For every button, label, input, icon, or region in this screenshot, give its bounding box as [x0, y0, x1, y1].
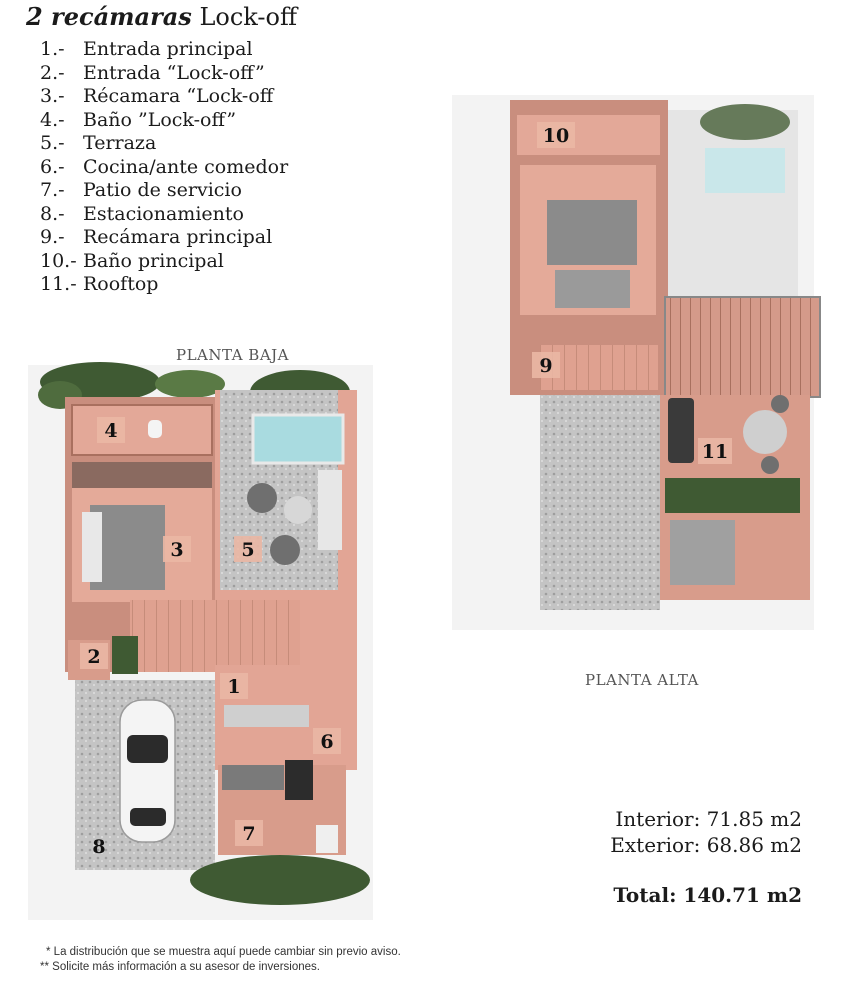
ground-floor-plan — [28, 362, 373, 920]
legend-item: 9.- Recámara principal — [40, 226, 273, 248]
footnote: ** Solicite más información a su asesor de inversiones. — [40, 961, 320, 973]
footnotes — [40, 945, 401, 975]
room-number: 10 — [542, 125, 570, 147]
room-number: 2 — [87, 646, 101, 668]
legend-item: 11.- Rooftop — [40, 273, 159, 295]
upper-floor-plan — [452, 95, 820, 630]
legend-item: 8.- Estacionamiento — [40, 202, 244, 225]
legend-item: 10.- Baño principal — [40, 249, 224, 272]
room-number: 5 — [241, 539, 255, 561]
interior-area: Interior: 71.85 m2 — [615, 807, 802, 831]
title-bold: 2 recámaras — [26, 2, 192, 31]
legend-item: 1.- Entrada principal — [40, 38, 253, 60]
room-number: 9 — [539, 355, 553, 377]
room-number: 11 — [701, 441, 729, 463]
total-area: Total: 140.71 m2 — [613, 883, 802, 907]
room-number: 8 — [92, 836, 106, 858]
area-summary — [610, 806, 802, 908]
room-number: 4 — [104, 420, 118, 442]
legend-item: 5.- Terraza — [40, 132, 157, 154]
ground-floor-caption: PLANTA BAJA — [176, 346, 289, 364]
car-icon — [120, 700, 175, 842]
legend-item: 3.- Récamara “Lock-off — [40, 85, 274, 107]
legend-item: 4.- Baño ”Lock-off” — [40, 108, 237, 131]
room-number: 7 — [242, 823, 256, 845]
footnote: * La distribución que se muestra aquí puede cambiar sin previo aviso. — [46, 946, 401, 958]
title-rest: Lock-off — [199, 3, 297, 31]
room-number: 3 — [170, 539, 184, 561]
room-number: 1 — [227, 676, 241, 698]
legend-item: 2.- Entrada “Lock-off” — [40, 61, 265, 84]
legend-item: 7.- Patio de servicio — [40, 179, 242, 201]
exterior-area: Exterior: 68.86 m2 — [610, 833, 802, 857]
legend-item: 6.- Cocina/ante comedor — [40, 155, 289, 178]
upper-floor-caption: PLANTA ALTA — [585, 671, 699, 689]
room-number: 6 — [320, 731, 334, 753]
